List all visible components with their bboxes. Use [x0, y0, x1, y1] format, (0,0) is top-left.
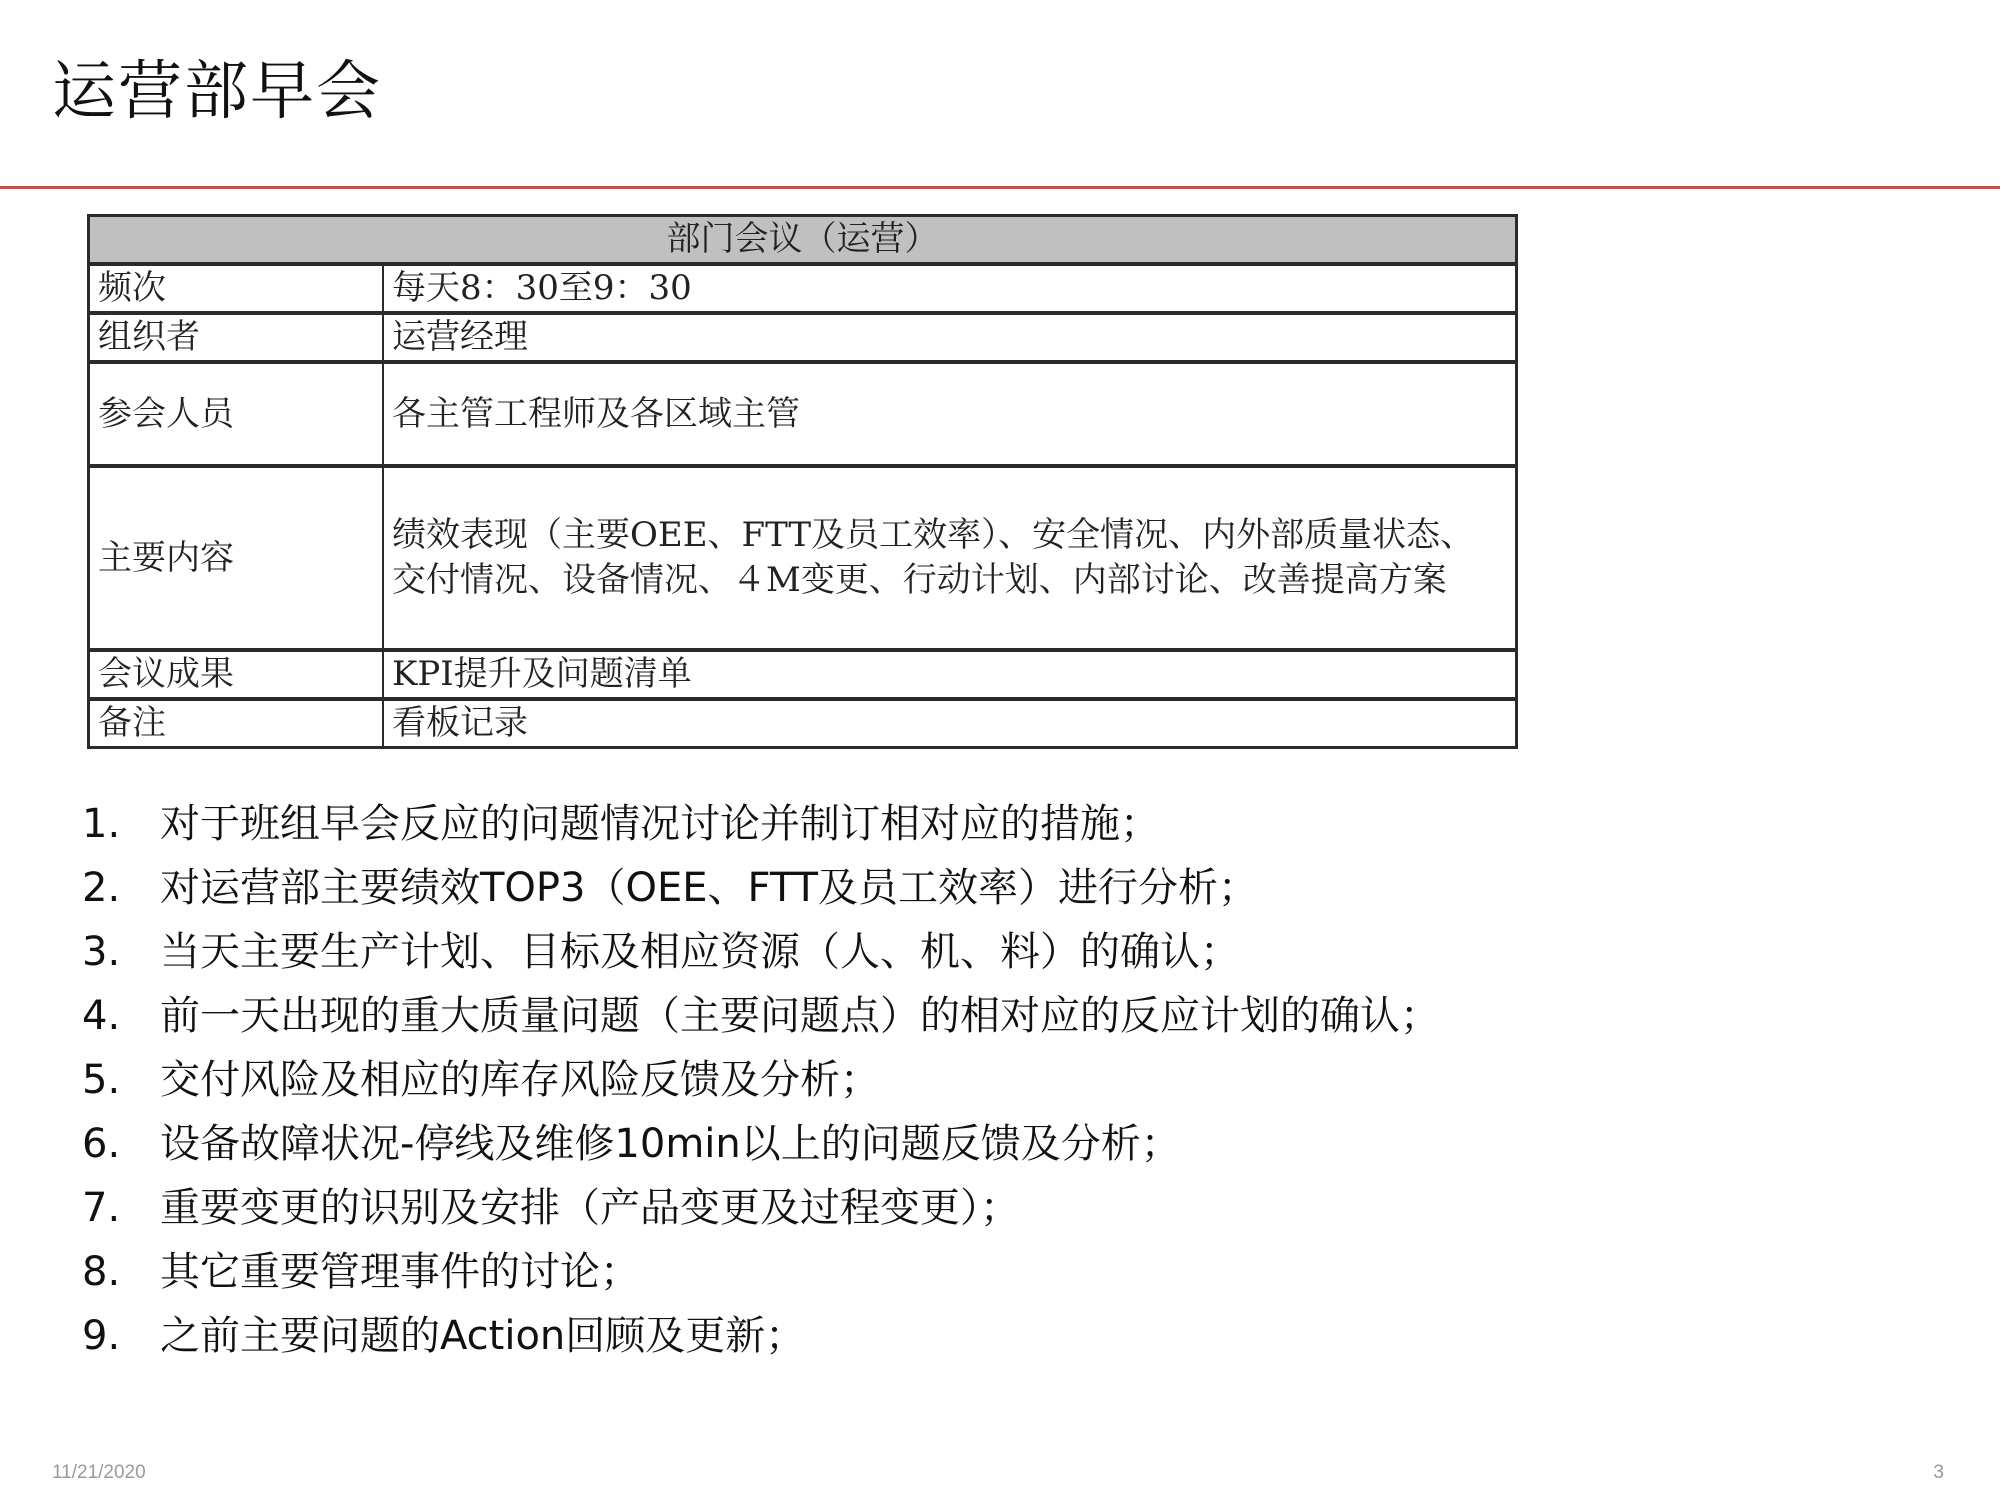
table-row-main-content [90, 468, 1515, 652]
list-item-number: 7. [82, 1185, 121, 1231]
table-cell-value: 每天8：30至9：30 [384, 266, 1515, 315]
table-row-outcome [90, 652, 1515, 701]
table-cell-label: 参会人员 [90, 364, 384, 468]
list-item [82, 1112, 1982, 1176]
meeting-info-table [87, 214, 1518, 749]
table-cell-value: 运营经理 [384, 315, 1515, 364]
table-row-attendees [90, 364, 1515, 468]
list-item-text: 对于班组早会反应的问题情况讨论并制订相对应的措施； [160, 801, 1160, 847]
list-item [82, 1304, 1982, 1368]
table-cell-label: 会议成果 [90, 652, 384, 701]
table-header: 部门会议（运营） [90, 217, 1515, 266]
list-item-text: 其它重要管理事件的讨论； [160, 1249, 640, 1295]
agenda-list [82, 792, 1982, 1368]
list-item-number: 2. [82, 865, 121, 911]
table-row-notes [90, 701, 1515, 746]
list-item-text: 之前主要问题的Action回顾及更新； [160, 1313, 806, 1359]
list-item-number: 6. [82, 1121, 121, 1167]
list-item-number: 9. [82, 1313, 121, 1359]
footer-date: 11/21/2020 [52, 1462, 146, 1483]
list-item-text: 交付风险及相应的库存风险反馈及分析； [160, 1057, 880, 1103]
list-item [82, 1048, 1982, 1112]
list-item-number: 5. [82, 1057, 121, 1103]
list-item-number: 1. [82, 801, 121, 847]
table-header-row [90, 217, 1515, 266]
table-cell-label: 频次 [90, 266, 384, 315]
table-cell-label: 主要内容 [90, 468, 384, 652]
table-cell-value: KPI提升及问题清单 [384, 652, 1515, 701]
table-row-organizer [90, 315, 1515, 364]
list-item [82, 1176, 1982, 1240]
list-item-number: 3. [82, 929, 121, 975]
list-item-text: 重要变更的识别及安排（产品变更及过程变更）； [160, 1185, 1020, 1231]
list-item-text: 当天主要生产计划、目标及相应资源（人、机、料）的确认； [160, 929, 1240, 975]
table-cell-value: 看板记录 [392, 703, 528, 743]
table-cell-label: 备注 [90, 701, 384, 746]
table-cell-label: 组织者 [90, 315, 384, 364]
page-number: 3 [1933, 1462, 1944, 1483]
list-item-text: 对运营部主要绩效TOP3（OEE、FTT及员工效率）进行分析； [160, 865, 1258, 911]
list-item [82, 920, 1982, 984]
list-item [82, 1240, 1982, 1304]
table-row-frequency [90, 266, 1515, 315]
list-item-text: 前一天出现的重大质量问题（主要问题点）的相对应的反应计划的确认； [160, 993, 1440, 1039]
list-item [82, 984, 1982, 1048]
list-item-number: 8. [82, 1249, 121, 1295]
list-item-text: 设备故障状况-停线及维修10min以上的问题反馈及分析； [160, 1121, 1181, 1167]
list-item [82, 856, 1982, 920]
title-divider [0, 186, 2000, 189]
list-item-number: 4. [82, 993, 121, 1039]
table-cell-value: 各主管工程师及各区域主管 [384, 364, 1515, 468]
slide-title: 运营部早会 [52, 55, 382, 129]
table-cell-value: 绩效表现（主要OEE、FTT及员工效率）、安全情况、内外部质量状态、交付情况、设备情况、４M变更、行动计划、内部讨论、改善提高方案 [384, 468, 1515, 652]
list-item [82, 792, 1982, 856]
